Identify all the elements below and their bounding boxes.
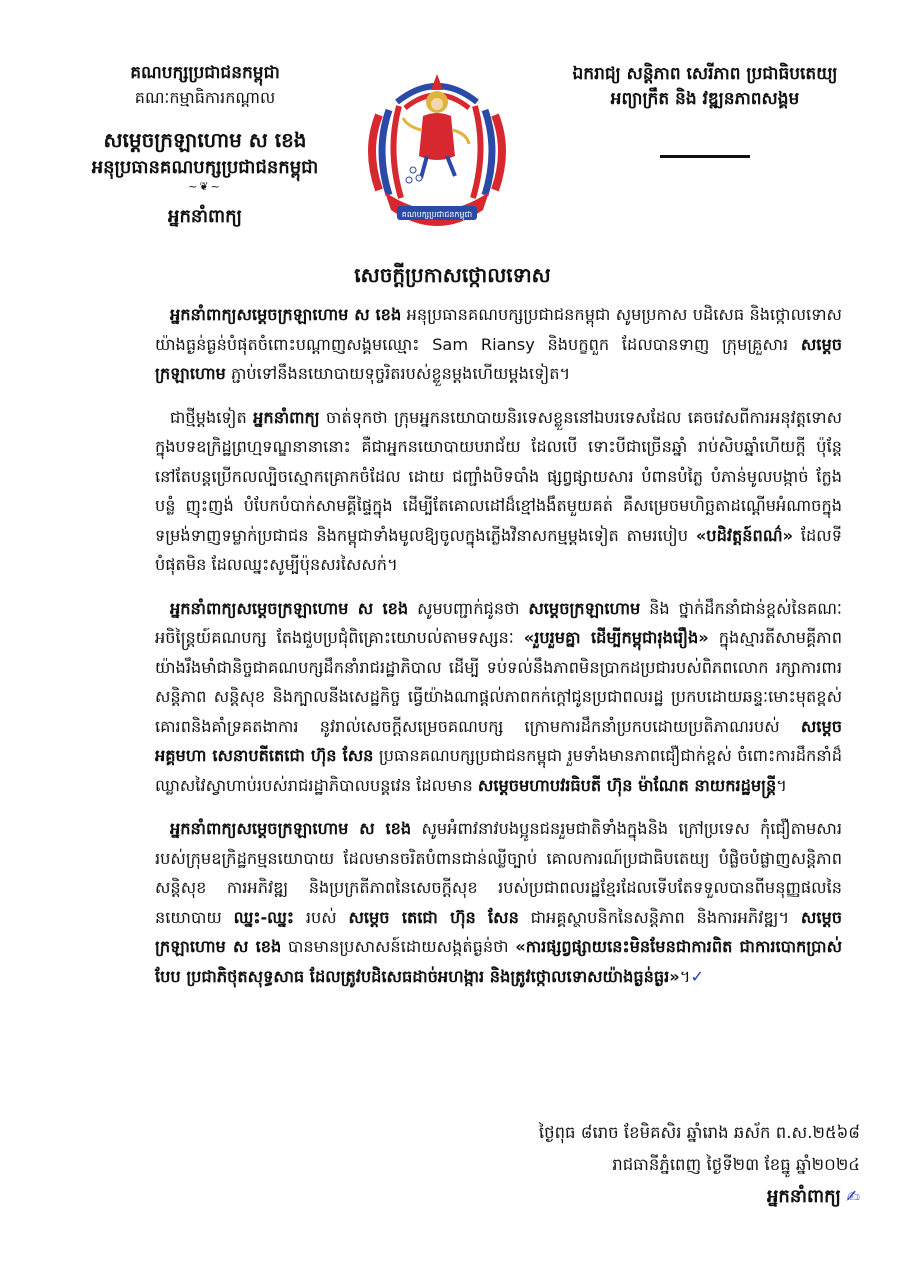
paragraph-1 bbox=[155, 300, 842, 389]
p4-bold-1: អ្នកនាំពាក្យសម្តេចក្រឡាហោម ស ខេង bbox=[170, 819, 412, 838]
initial-mark-icon: ✓ bbox=[690, 966, 705, 986]
official-position: អនុប្រធានគណបក្សប្រជាជនកម្ពុជា bbox=[91, 156, 319, 178]
p3-text-4: ប្រធានគណបក្សប្រជាជនកម្ពុជា រួមទាំងមានភាពជឿជាក់ខ្ពស់ ចំពោះការដឹកនាំដ៏ឈ្លាសវៃស្វាហាប់របស់រាជរដ្ឋាភិបាលបន្តវេន ដែលមាន bbox=[155, 746, 842, 795]
p2-text-1: ជាថ្មីម្តងទៀត bbox=[170, 407, 254, 427]
p4-text-4: បានមានប្រសាសន៍ដោយសង្កត់ធ្ងន់ថា bbox=[281, 937, 516, 956]
p4-text-5: ។ bbox=[679, 966, 691, 986]
p4-bold-2: ឈ្នះ-ឈ្នះ bbox=[233, 907, 295, 927]
party-name: គណបក្សប្រជាជនកម្ពុជា bbox=[130, 63, 280, 83]
p3-text-2: និង ថ្នាក់ដឹកនាំជាន់ខ្ពស់នៃគណៈអចិន្ត្រៃយ៍គណបក្ស តែងជួបប្រជុំពិគ្រោះយោបល់តាមទស្សនៈ bbox=[155, 598, 842, 647]
p1-text-1: អនុប្រធានគណបក្សប្រជាជនកម្ពុជា សូមប្រកាស បដិសេធ និងថ្កោលទោសយ៉ាងធ្ងន់ធ្ងន់បំផុតចំពោះបណ្តាញសង្គមឈ្មោះ Sam Riansy និងបក្ខពួក ដែលបានទាញ ក្រុមគ្រួសារ bbox=[155, 305, 842, 354]
p1-text-2: ភ្ជាប់ទៅនឹងនយោបាយទុច្ចរិតរបស់ខ្លួនម្តងហើយម្តងទៀត។ bbox=[225, 364, 571, 383]
spokesperson-label: អ្នកនាំពាក្យ bbox=[168, 205, 242, 227]
p3-text-5: ។ bbox=[776, 775, 787, 795]
p2-bold-1: អ្នកនាំពាក្យ bbox=[253, 407, 320, 427]
logo-text: គណបក្សប្រជាជនកម្ពុជា bbox=[401, 210, 473, 219]
signature-mark-icon: ✍ bbox=[846, 1187, 860, 1206]
p2-text-3: ដែលទីបំផុតមិន ដែលឈ្នះសូម្បីប៉ុនសរសៃសក់។ bbox=[155, 525, 842, 574]
p4-text-2: របស់ bbox=[294, 907, 349, 927]
p4-bold-3: សម្តេច តេជោ ហ៊ុន សែន bbox=[348, 907, 519, 927]
paragraph-3 bbox=[155, 594, 842, 801]
p4-text-3: ជាអគ្គស្ថាបនិកនៃសន្តិភាព និងការអភិវឌ្ឍ។ bbox=[518, 907, 801, 927]
p4-text-1: សូមអំពាវនាវបងប្អូនជនរួមជាតិទាំងក្នុងនិង ក្រៅប្រទេស កុំជឿតាមសាររបស់ក្រុមឧក្រិដ្ឋកម្មនយោបាយ ដែលមានចរិតបំពានជាន់ឈ្លីច្បាប់ គោលការណ៍ប្រជាធិបតេយ្យ បំផ្លិចបំផ្លាញសន្តិភាព សន្តិសុខ ការអភិវឌ្ឍ និងប្រក្រតីភាពនៃសេចក្តីសុខ របស់ប្រជាពលរដ្ឋខ្មែរដែលទើបតែទទួលបានពីមនុញ្ញផលនៃនយោបាយ bbox=[155, 819, 842, 927]
p1-bold-2: សម្តេចក្រឡាហោម bbox=[155, 334, 842, 383]
document-title: សេចក្តីប្រកាសថ្កោលទោស bbox=[354, 263, 551, 287]
date-signature-block bbox=[420, 1117, 860, 1213]
p3-text-3: ក្នុងស្មារតីសាមគ្គីភាពយ៉ាងរឹងមាំជានិច្ចជាគណបក្សដឹកនាំរាជរដ្ឋាភិបាល ដើម្បី ទប់ទល់នឹងភាពមិនប្រាកដប្រជារបស់ពិភពលោក រក្សាការពារសន្តិភាព សន្តិសុខ និងក្បាលនីងសេដ្ឋកិច្ច ធ្វើយ៉ាងណាផ្តល់ភាពកក់ក្តៅជូនប្រជាពលរដ្ឋ ប្រកបដោយឆន្ទៈមោះមុតខ្ពស់ គោរពនិងគាំទ្រគតងាការ នូវរាល់សេចក្តីសម្រេចគណបក្ស ក្រោមការដឹកនាំប្រកបដោយប្រតិភាណរបស់ bbox=[155, 628, 842, 736]
p2-bold-2: «បដិវត្តន៍ពណ៌» bbox=[695, 525, 794, 545]
header-right bbox=[555, 62, 855, 158]
p3-bold-4: សម្តេចអគ្គមហា សេនាបតីតេជោ ហ៊ុន សែន bbox=[155, 716, 842, 765]
lunar-date: ថ្ងៃពុធ ៨រោច ខែមិគសិរ ឆ្នាំរោង ឆស័ក ព.ស.២៥៦៨ bbox=[538, 1123, 860, 1142]
p1-bold-1: អ្នកនាំពាក្យសម្តេចក្រឡាហោម ស ខេង bbox=[170, 305, 402, 324]
p3-bold-2: សម្តេចក្រឡាហោម bbox=[528, 598, 641, 618]
p4-bold-5: «ការផ្សព្វផ្សាយនេះមិនមែនជាការពិត ជាការបោកប្រាស់ បែប ប្រជាភិថុតសុទ្ធសាធ ដែលត្រូវបដិសេធដាច់អហង្ការ និងត្រូវថ្កោលទោសយ៉ាងធ្ងន់ធ្ងរ» bbox=[155, 937, 842, 986]
p3-text-1: សូមបញ្ជាក់ជូនថា bbox=[408, 598, 529, 618]
solar-date: រាជធានីភ្នំពេញ ថ្ងៃទី២៣ ខែធ្នូ ឆ្នាំ២០២៤ bbox=[612, 1155, 860, 1174]
national-motto-line1: ឯករាជ្យ សន្តិភាព សេរីភាព ប្រជាធិបតេយ្យ bbox=[572, 64, 838, 84]
header-left bbox=[60, 62, 350, 229]
party-logo bbox=[357, 60, 517, 240]
national-motto-line2: អព្យាក្រឹត និង វឌ្ឍនភាពសង្គម bbox=[610, 88, 800, 109]
signature-label: អ្នកនាំពាក្យ bbox=[767, 1186, 841, 1207]
paragraph-2 bbox=[155, 403, 842, 580]
wreath-left bbox=[372, 106, 401, 198]
committee-name: គណៈកម្មាធិការកណ្តាល bbox=[134, 87, 276, 107]
p3-bold-3: «រួបរួមគ្នា ដើម្បីកម្ពុជារុងរឿង» bbox=[523, 628, 709, 647]
wreath-right bbox=[473, 106, 502, 198]
ornament-divider: ~❦~ bbox=[188, 179, 222, 193]
p2-text-2: ចាត់ទុកថា ក្រុមអ្នកនយោបាយនិរទេសខ្លួននៅឯបរទេសដែល គេចវេសពីការអនុវត្តទោសក្នុងបទឧក្រិដ្ឋព្រហ្មទណ្ឌនានានោះ គឺជាអ្នកនយោបាយបរាជ័យ ដែលបើ ទោះបីជាច្រើនឆ្នាំ រាប់សិបឆ្នាំហើយក្តី ប៉ុន្តែនៅតែបន្តប្រើកលល្បិចស្មោកគ្រោកចំដែល ដោយ ជញ្ជាំងបិទបាំង ផ្សព្វផ្សាយសារ បំពានបំភ្លៃ បំភាន់មូលបង្កាច់ ក្លែងបន្លំ ញុះញង់ បំបែកបំបាក់សាមគ្គីផ្ទៃក្នុង ដើម្បីតែគោលដៅដ៏ខ្មៅងងឹតមួយគត់ គឺសម្រេចមហិច្ឆតាដណ្តើមអំណាចក្នុងទម្រង់ទាញទម្លាក់ប្រជាជន និងកម្ពុជាទាំងមូលឱ្យចូលក្នុងភ្លើងវិនាសកម្មម្តងទៀត តាមរបៀប bbox=[155, 407, 842, 545]
p4-bold-4: សម្តេចក្រឡាហោម ស ខេង bbox=[155, 907, 843, 956]
p3-bold-1: អ្នកនាំពាក្យសម្តេចក្រឡាហោម ស ខេង bbox=[170, 598, 409, 618]
official-name: សម្តេចក្រឡាហោម ស ខេង bbox=[103, 127, 307, 152]
paragraph-4 bbox=[155, 814, 842, 991]
document-body bbox=[155, 300, 843, 1005]
p3-bold-5: សម្តេចមហាបវរធិបតី ហ៊ុន ម៉ាណែត នាយករដ្ឋមន្ត្រី bbox=[477, 775, 777, 795]
header-rule bbox=[660, 155, 750, 158]
